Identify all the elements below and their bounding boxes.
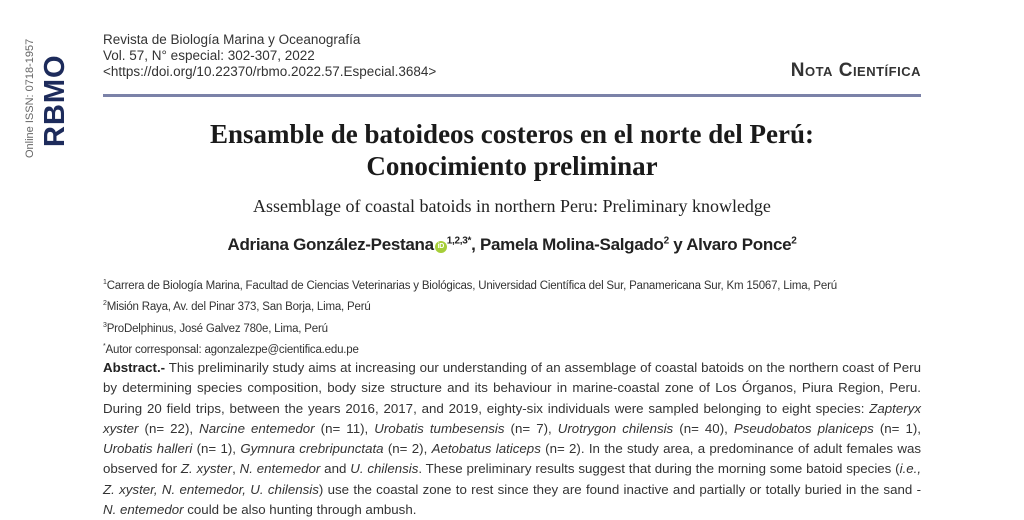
affiliation-sup: 3 xyxy=(103,321,107,329)
issn-label: Online ISSN: 0718-1957 xyxy=(24,38,36,158)
author-affiliation-sup: 2 xyxy=(791,235,797,247)
affiliation-text: Autor corresponsal: agonzalezpe@cientifica.edu.pe xyxy=(105,343,359,356)
species-name: N. entemedor xyxy=(103,502,184,518)
author-name: , Pamela Molina-Salgado xyxy=(471,235,664,254)
title-line-1: Ensamble de batoideos costeros en el norte del Perú: xyxy=(210,119,814,149)
abstract-text: ) use the coastal zone to rest since they are found inactive and partially or totally buried in the sand - xyxy=(318,481,921,497)
doi-link[interactable]: <https://doi.org/10.22370/rbmo.2022.57.Especial.3684> xyxy=(103,64,437,79)
journal-volume: Vol. 57, N° especial: 302-307, 2022 xyxy=(103,48,315,63)
species-name: Zapteryx xyster xyxy=(103,400,921,436)
affiliation-sup: 2 xyxy=(103,300,107,308)
journal-info xyxy=(103,32,436,80)
abstract-text: (n= 1), xyxy=(192,441,241,457)
abstract-text: (n= 7), xyxy=(504,420,558,436)
affiliation-text: ProDelphinus, José Galvez 780e, Lima, Perú xyxy=(106,322,328,335)
abstract-text: (n= 2). In the study area, a predominance of adult females was observed for xyxy=(103,441,921,477)
author-name: y Alvaro Ponce xyxy=(668,235,792,254)
abstract-text: could be also hunting through ambush. xyxy=(183,502,417,518)
journal-logo: RBMO xyxy=(39,54,71,148)
species-name: Urobatis tumbesensis xyxy=(374,420,505,436)
abstract-text: . These preliminary results suggest that during the morning some batoid species ( xyxy=(418,461,900,477)
corresponding-author xyxy=(103,338,837,359)
article-title xyxy=(0,118,1024,182)
author-name: Adriana González-Pestana xyxy=(227,235,434,254)
author-affiliation-sup: 2 xyxy=(663,235,669,247)
affiliation-text: Carrera de Biología Marina, Facultad de Ciencias Veterinarias y Biológicas, Universidad Científica del Sur, Panamericana Sur, Km 15067, Lima, Perú xyxy=(106,279,837,292)
affiliation-item xyxy=(103,317,837,338)
abstract-text: (n= 2), xyxy=(383,441,432,457)
journal-name: Revista de Biología Marina y Oceanografía xyxy=(103,32,361,47)
abstract-text: (n= 22), xyxy=(138,420,200,436)
abstract-text: and xyxy=(320,461,351,477)
abstract-text: , xyxy=(232,461,240,477)
species-name: Urobatis halleri xyxy=(103,441,193,457)
abstract-text: (n= 11), xyxy=(314,420,375,436)
abstract-text: (n= 1), xyxy=(873,420,921,436)
species-name: Narcine entemedor xyxy=(199,420,315,436)
species-name: U. chilensis xyxy=(350,461,419,477)
author-list xyxy=(0,235,1024,255)
affiliation-item xyxy=(103,295,837,316)
species-name: Urotrygon chilensis xyxy=(557,420,674,436)
affiliations xyxy=(103,274,837,359)
header-divider xyxy=(103,94,921,97)
abstract-text: This preliminarily study aims at increasing our understanding of an assemblage of coastal batoids on the northern coast of Peru by determining species composition, body size structure and its behaviour in marine-coastal zone of Los Órganos, Piura Region, Peru. During 20 field trips, between the years 2016, 2017, and 2019, eighty-six individuals were sampled belonging to eight species: xyxy=(103,360,921,416)
affiliation-item xyxy=(103,274,837,295)
section-label: Nota Científica xyxy=(790,60,921,81)
affiliation-sup: * xyxy=(103,342,106,350)
affiliation-sup: 1 xyxy=(103,279,107,286)
species-name: Z. xyster xyxy=(180,461,233,477)
article-subtitle: Assemblage of coastal batoids in northern Peru: Preliminary knowledge xyxy=(253,196,771,216)
species-name: Gymnura crebripunctata xyxy=(240,441,384,457)
abstract-text: (n= 40), xyxy=(673,420,734,436)
species-name: i.e., Z. xyster, N. entemedor, U. chilensis xyxy=(103,461,922,497)
author-affiliation-sup: 1,2,3* xyxy=(446,235,472,247)
affiliation-text: Misión Raya, Av. del Pinar 373, San Borja, Lima, Perú xyxy=(106,301,371,314)
orcid-icon[interactable]: iD xyxy=(435,241,447,253)
abstract-label: Abstract.- xyxy=(103,360,166,375)
abstract xyxy=(103,358,921,520)
species-name: Pseudobatos planiceps xyxy=(733,420,874,436)
species-name: Aetobatus laticeps xyxy=(431,441,541,457)
title-line-2: Conocimiento preliminar xyxy=(366,151,658,181)
species-name: N. entemedor xyxy=(239,461,321,477)
